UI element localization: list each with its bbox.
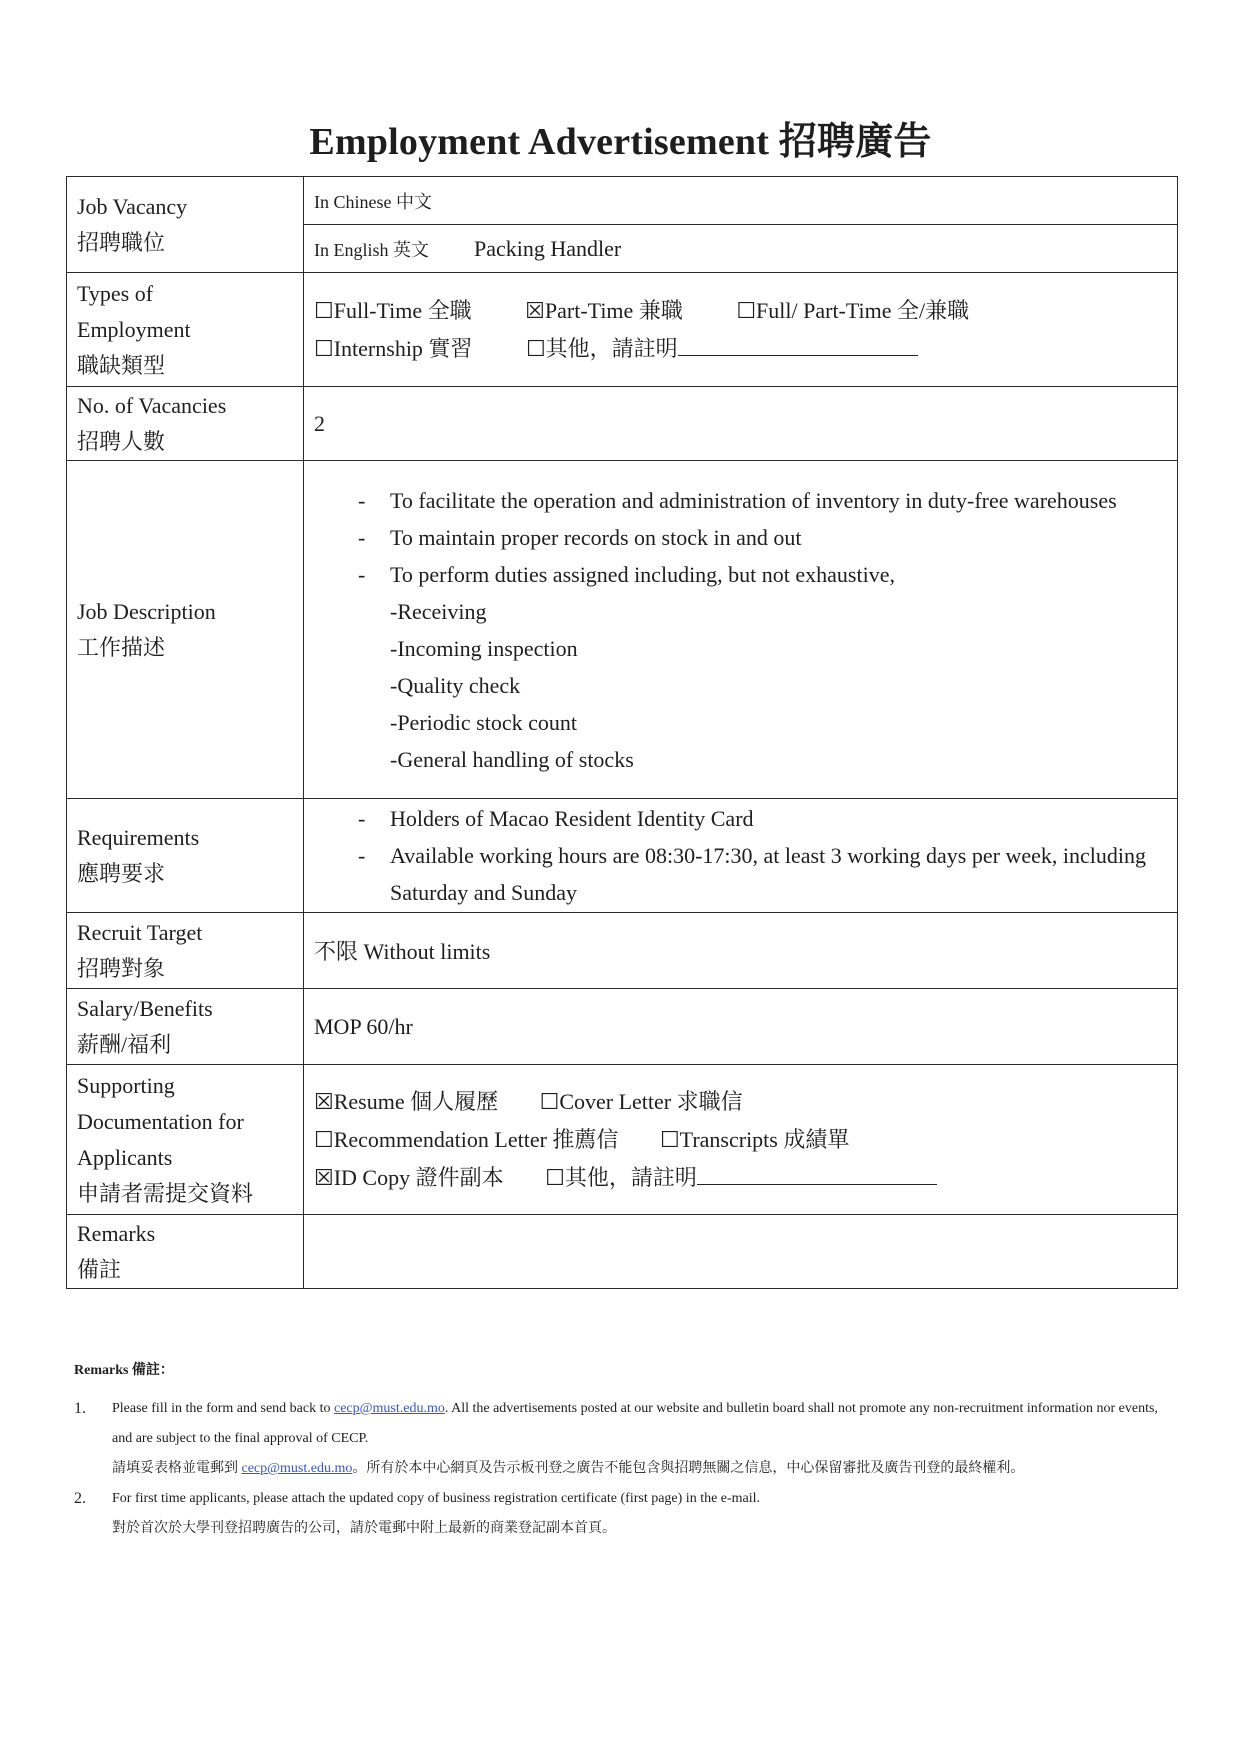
internship-checkbox[interactable]: ☐Internship 實習: [314, 335, 473, 361]
employment-type-label-line3: 職缺類型: [77, 352, 166, 378]
job-vacancy-label-en: Job Vacancy: [77, 193, 188, 219]
footer-item2-en: For first time applicants, please attach the updated copy of business registration certificate (first page) in the e-mail.: [112, 1491, 761, 1506]
salary-label-zh: 薪酬/福利: [77, 1031, 172, 1057]
recruit-target-label-en: Recruit Target: [77, 919, 203, 945]
salary-label: [67, 989, 304, 1065]
english-title-value: Packing Handler: [474, 235, 622, 261]
full-part-time-checkbox[interactable]: ☐Full/ Part-Time 全/兼職: [736, 297, 970, 323]
remarks-row: [67, 1215, 1178, 1289]
footer-item2-zh: 對於首次於大學刊登招聘廣告的公司，請於電郵中附上最新的商業登記副本首頁。: [112, 1521, 616, 1536]
requirements-label: [67, 799, 304, 913]
duty-sub-item: -Receiving: [390, 598, 487, 624]
vacancies-label-zh: 招聘人數: [77, 428, 166, 454]
recruit-target-row: [67, 913, 1178, 989]
requirements-label-zh: 應聘要求: [77, 860, 166, 886]
duty-sub-item: -Periodic stock count: [390, 709, 577, 735]
employment-type-label-line2: Employment: [77, 316, 191, 342]
requirements-label-en: Requirements: [77, 824, 200, 850]
supporting-docs-row: [67, 1065, 1178, 1215]
employment-type-options: [304, 273, 1178, 387]
vacancies-row: [67, 387, 1178, 461]
other-type-checkbox[interactable]: ☐其他，請註明: [525, 335, 678, 361]
other-docs-checkbox[interactable]: ☐其他，請註明: [545, 1164, 697, 1190]
remarks-label-zh: 備註: [77, 1256, 122, 1282]
footer-remark-number: 2.: [74, 1490, 86, 1507]
recruit-target-value[interactable]: 不限 Without limits: [304, 913, 1178, 989]
requirement-bullet: - Available working hours are 08:30-17:30, at least 3 working days per week, including Saturday and Sunday: [390, 837, 1167, 911]
vacancies-label: [67, 387, 304, 461]
page-title: Employment Advertisement 招聘廣告: [309, 121, 932, 163]
vacancies-value[interactable]: 2: [304, 387, 1178, 461]
supporting-docs-label-line3: Applicants: [77, 1144, 173, 1170]
in-english-label: In English 英文: [314, 239, 429, 260]
cecp-email-link-zh[interactable]: cecp@must.edu.mo: [241, 1461, 353, 1476]
duty-sub-item: -General handling of stocks: [390, 746, 634, 772]
requirements-list: [346, 800, 1167, 911]
part-time-checkbox[interactable]: ☒Part-Time 兼職: [525, 297, 683, 323]
job-description-bullet: - To facilitate the operation and administration of inventory in duty-free warehouses: [390, 482, 1167, 519]
job-vacancy-label-zh: 招聘職位: [77, 229, 166, 255]
job-vacancy-row-chinese: [67, 177, 1178, 225]
employment-type-label: [67, 273, 304, 387]
footer-remarks-heading: Remarks 備註：: [74, 1363, 174, 1378]
salary-value[interactable]: MOP 60/hr: [304, 989, 1178, 1065]
other-type-input[interactable]: [678, 337, 918, 356]
job-description-bullet: - To maintain proper records on stock in and out: [390, 519, 1167, 556]
full-time-checkbox[interactable]: ☐Full-Time 全職: [314, 297, 472, 323]
job-description-bullet: - To perform duties assigned including, but not exhaustive,: [390, 556, 1167, 593]
requirements-content[interactable]: [304, 799, 1178, 913]
supporting-docs-label-line4: 申請者需提交資料: [77, 1180, 254, 1206]
recruit-target-label: [67, 913, 304, 989]
job-vacancy-label: [67, 177, 304, 273]
resume-checkbox[interactable]: ☒Resume 個人履歷: [314, 1088, 499, 1114]
remarks-value[interactable]: [304, 1215, 1178, 1289]
job-description-label-en: Job Description: [77, 598, 216, 624]
job-vacancy-english-cell[interactable]: [304, 225, 1178, 273]
recommendation-letter-checkbox[interactable]: ☐Recommendation Letter 推薦信: [314, 1126, 619, 1152]
job-description-label: [67, 461, 304, 799]
duty-sub-item: -Incoming inspection: [390, 635, 578, 661]
job-description-list: [346, 482, 1167, 593]
job-description-content[interactable]: [304, 461, 1178, 799]
footer-item1-en-b: . All the advertisements posted at our website and bulletin board shall not promote any non-recruitment information nor events, and are subject to the final approval of CECP.: [112, 1401, 1158, 1446]
requirement-bullet: - Holders of Macao Resident Identity Card: [390, 800, 1167, 837]
job-description-label-zh: 工作描述: [77, 634, 166, 660]
supporting-docs-label-line2: Documentation for: [77, 1108, 244, 1134]
footer-remarks: [74, 1356, 1174, 1544]
advertisement-form-table: [66, 176, 1178, 1289]
salary-label-en: Salary/Benefits: [77, 995, 213, 1021]
job-description-row: [67, 461, 1178, 799]
remarks-label: [67, 1215, 304, 1289]
salary-row: [67, 989, 1178, 1065]
cover-letter-checkbox[interactable]: ☐Cover Letter 求職信: [539, 1088, 743, 1114]
employment-type-row: [67, 273, 1178, 387]
footer-item1-zh-b: 。所有於本中心網頁及告示板刊登之廣告不能包含與招聘無關之信息，中心保留審批及廣告刊登的最終權利。: [352, 1461, 1025, 1476]
supporting-docs-options: [304, 1065, 1178, 1215]
footer-item1-en-a: Please fill in the form and send back to: [112, 1401, 334, 1416]
other-docs-input[interactable]: [697, 1166, 937, 1185]
id-copy-checkbox[interactable]: ☒ID Copy 證件副本: [314, 1164, 504, 1190]
footer-item1-zh-a: 請填妥表格並電郵到: [112, 1461, 242, 1476]
footer-remark-item-2: [74, 1484, 1174, 1544]
duty-sub-item: -Quality check: [390, 672, 521, 698]
in-chinese-label: In Chinese 中文: [314, 191, 432, 212]
footer-remark-number: 1.: [74, 1400, 86, 1417]
footer-remark-item-1: [74, 1394, 1174, 1484]
supporting-docs-label-line1: Supporting: [77, 1072, 175, 1098]
recruit-target-label-zh: 招聘對象: [77, 955, 166, 981]
remarks-label-en: Remarks: [77, 1220, 156, 1246]
vacancies-label-en: No. of Vacancies: [77, 392, 227, 418]
employment-type-label-line1: Types of: [77, 280, 154, 306]
cecp-email-link[interactable]: cecp@must.edu.mo: [334, 1401, 445, 1416]
requirements-row: [67, 799, 1178, 913]
transcripts-checkbox[interactable]: ☐Transcripts 成績單: [659, 1126, 850, 1152]
job-vacancy-chinese-cell[interactable]: [304, 177, 1178, 225]
supporting-docs-label: [67, 1065, 304, 1215]
